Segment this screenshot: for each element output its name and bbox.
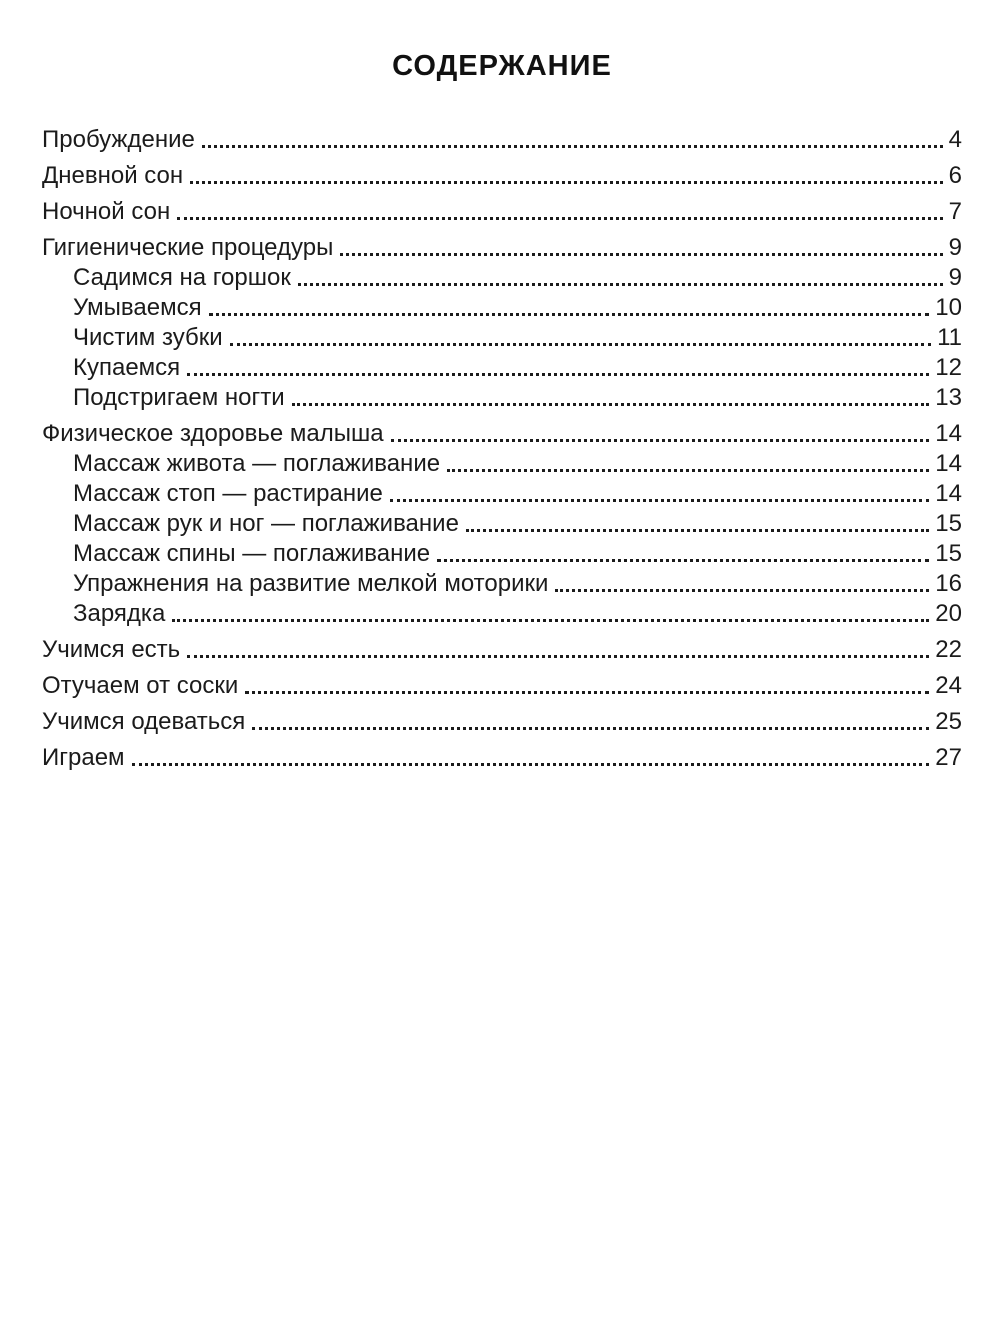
toc-entry-page: 15 [935,540,962,567]
dot-leader [245,691,929,694]
toc-entry-label: Массаж рук и ног — поглаживание [73,510,459,537]
dot-leader [447,469,929,472]
toc-entry-page: 7 [948,198,962,225]
dot-leader [437,559,929,562]
toc-entry-label: Садимся на горшок [73,264,291,291]
toc-entry-page: 6 [948,162,962,189]
toc-entry-page: 9 [948,234,962,261]
toc-entry-label: Массаж живота — поглаживание [73,450,441,477]
toc-entry-page: 15 [935,510,962,537]
dot-leader [172,619,929,622]
toc-list [42,125,962,773]
dot-leader [466,529,929,532]
toc-entry-page: 12 [935,354,962,381]
toc-entry-label: Физическое здоровье малыша [42,420,384,447]
dot-leader [340,253,942,256]
toc-row [42,293,962,323]
toc-row [42,263,962,293]
toc-entry-page: 20 [935,600,962,627]
toc-row [42,419,962,449]
toc-entry-page: 27 [935,744,962,771]
toc-entry-page: 24 [935,672,962,699]
toc-row [42,449,962,479]
dot-leader [190,181,942,184]
toc-entry-label: Гигиенические процедуры [42,234,334,261]
dot-leader [187,373,929,376]
toc-entry-label: Учимся есть [42,636,181,663]
toc-row [42,161,962,191]
dot-leader [177,217,942,220]
dot-leader [555,589,929,592]
toc-row [42,743,962,773]
toc-entry-label: Купаемся [73,354,181,381]
dot-leader [390,499,929,502]
toc-row [42,671,962,701]
toc-row [42,125,962,155]
toc-entry-page: 11 [937,324,962,351]
toc-entry-label: Пробуждение [42,126,195,153]
toc-row [42,635,962,665]
toc-row [42,353,962,383]
dot-leader [132,763,930,766]
dot-leader [209,313,930,316]
dot-leader [298,283,943,286]
toc-entry-label: Дневной сон [42,162,184,189]
dot-leader [202,145,943,148]
toc-entry-page: 25 [935,708,962,735]
page-title: СОДЕРЖАНИЕ [392,50,612,82]
toc-row [42,197,962,227]
toc-entry-label: Массаж стоп — растирание [73,480,383,507]
toc-entry-page: 10 [935,294,962,321]
toc-row [42,323,962,353]
toc-entry-label: Учимся одеваться [42,708,246,735]
toc-row [42,479,962,509]
toc-entry-label: Упражнения на развитие мелкой моторики [73,570,549,597]
toc-row [42,383,962,413]
toc-entry-label: Играем [42,744,125,771]
toc-row [42,233,962,263]
toc-entry-page: 13 [935,384,962,411]
toc-entry-label: Ночной сон [42,198,171,225]
toc-entry-page: 14 [935,420,962,447]
toc-entry-label: Массаж спины — поглаживание [73,540,431,567]
dot-leader [187,655,929,658]
toc-entry-label: Умываемся [73,294,202,321]
dot-leader [252,727,929,730]
dot-leader [391,439,930,442]
toc-entry-label: Зарядка [73,600,166,627]
toc-entry-label: Подстригаем ногти [73,384,285,411]
dot-leader [230,343,931,346]
toc-row [42,539,962,569]
toc-row [42,509,962,539]
toc-entry-page: 9 [948,264,962,291]
toc-entry-label: Отучаем от соски [42,672,239,699]
toc-entry-page: 16 [935,570,962,597]
dot-leader [292,403,930,406]
toc-row [42,707,962,737]
toc-entry-label: Чистим зубки [73,324,223,351]
toc-entry-page: 14 [935,450,962,477]
toc-entry-page: 14 [935,480,962,507]
toc-entry-page: 4 [948,126,962,153]
toc-row [42,599,962,629]
toc-row [42,569,962,599]
toc-entry-page: 22 [935,636,962,663]
